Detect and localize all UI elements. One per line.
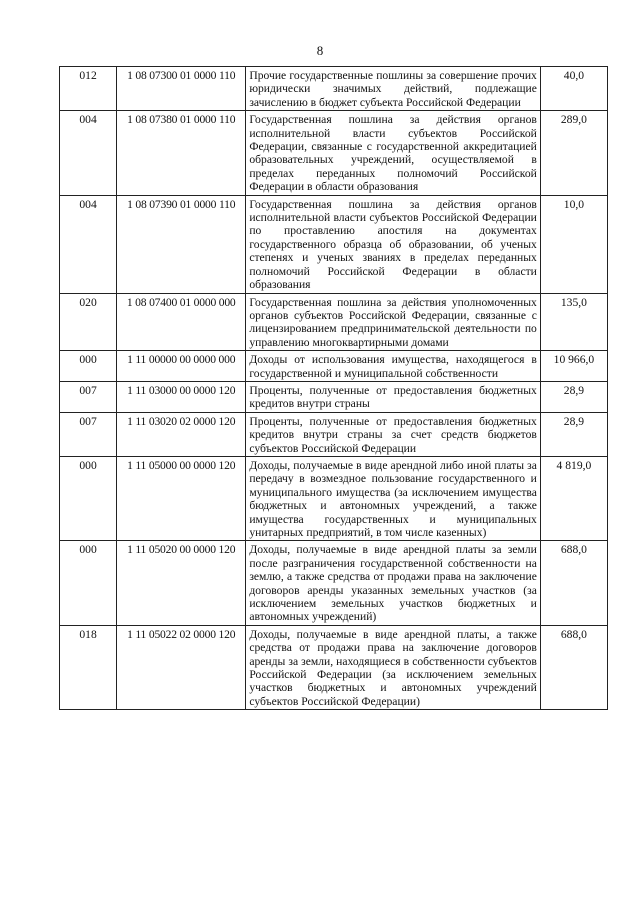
- admin-code-cell: 007: [60, 381, 117, 412]
- table-row: [60, 456, 608, 540]
- revenue-name-cell: Государственная пошлина за действия органов исполнительной власти субъектов Российской Федерации по проставлению апостиля на документах государственного образца об образовании, об ученых степенях и ученых званиях в пределах переданных полномочий Российской Федерации в области образования: [246, 195, 541, 293]
- table-row: [60, 412, 608, 456]
- table-row: [60, 625, 608, 709]
- amount-cell: 135,0: [540, 293, 607, 351]
- table-row: [60, 351, 608, 382]
- admin-code-cell: 000: [60, 541, 117, 625]
- classification-code-cell: 1 08 07300 01 0000 110: [117, 67, 246, 111]
- amount-cell: 289,0: [540, 111, 607, 195]
- classification-code-cell: 1 08 07400 01 0000 000: [117, 293, 246, 351]
- classification-code-cell: 1 08 07380 01 0000 110: [117, 111, 246, 195]
- revenue-name-cell: Доходы, получаемые в виде арендной либо иной платы за передачу в возмездное пользование государственного и муниципального имущества (за исключением имущества бюджетных и автономных учреждений, а также имущества государственных и муниципальных унитарных предприятий, в том числе казенных): [246, 456, 541, 540]
- admin-code-cell: 018: [60, 625, 117, 709]
- page-number: 8: [316, 43, 324, 58]
- classification-code-cell: 1 08 07390 01 0000 110: [117, 195, 246, 293]
- amount-cell: 4 819,0: [540, 456, 607, 540]
- table-row: [60, 541, 608, 625]
- table-row: [60, 111, 608, 195]
- classification-code-cell: 1 11 03020 02 0000 120: [117, 412, 246, 456]
- amount-cell: 10,0: [540, 195, 607, 293]
- admin-code-cell: 007: [60, 412, 117, 456]
- amount-cell: 688,0: [540, 625, 607, 709]
- budget-revenue-table: [59, 66, 608, 710]
- classification-code-cell: 1 11 00000 00 0000 000: [117, 351, 246, 382]
- classification-code-cell: 1 11 05022 02 0000 120: [117, 625, 246, 709]
- admin-code-cell: 020: [60, 293, 117, 351]
- classification-code-cell: 1 11 05020 00 0000 120: [117, 541, 246, 625]
- revenue-name-cell: Доходы от использования имущества, находящегося в государственной и муниципальной собственности: [246, 351, 541, 382]
- amount-cell: 28,9: [540, 381, 607, 412]
- admin-code-cell: 004: [60, 195, 117, 293]
- revenue-name-cell: Доходы, получаемые в виде арендной платы, а также средства от продажи права на заключение договоров аренды за земли, находящиеся в собственности субъектов Российской Федерации (за исключением земельных участков бюджетных и автономных учреждений субъектов Российской Федерации): [246, 625, 541, 709]
- revenue-name-cell: Доходы, получаемые в виде арендной платы за земли после разграничения государственной собственности на землю, а также средства от продажи права на заключение договоров аренды указанных земельных участков (за исключением земельных участков бюджетных и автономных учреждений): [246, 541, 541, 625]
- revenue-name-cell: Проценты, полученные от предоставления бюджетных кредитов внутри страны: [246, 381, 541, 412]
- admin-code-cell: 000: [60, 351, 117, 382]
- revenue-name-cell: Государственная пошлина за действия органов исполнительной власти субъектов Российской Федерации, связанные с государственной аккредитацией образовательных учреждений, осуществляемой в пределах переданных полномочий Российской Федерации в области образования: [246, 111, 541, 195]
- admin-code-cell: 004: [60, 111, 117, 195]
- revenue-name-cell: Проценты, полученные от предоставления бюджетных кредитов внутри страны за счет средств бюджетов субъектов Российской Федерации: [246, 412, 541, 456]
- amount-cell: 40,0: [540, 67, 607, 111]
- amount-cell: 688,0: [540, 541, 607, 625]
- amount-cell: 28,9: [540, 412, 607, 456]
- table-row: [60, 195, 608, 293]
- table-row: [60, 293, 608, 351]
- admin-code-cell: 012: [60, 67, 117, 111]
- classification-code-cell: 1 11 03000 00 0000 120: [117, 381, 246, 412]
- table-row: [60, 67, 608, 111]
- revenue-name-cell: Государственная пошлина за действия уполномоченных органов субъектов Российской Федерации, связанные с лицензированием предпринимательской деятельности по управлению многоквартирными домами: [246, 293, 541, 351]
- classification-code-cell: 1 11 05000 00 0000 120: [117, 456, 246, 540]
- admin-code-cell: 000: [60, 456, 117, 540]
- table-row: [60, 381, 608, 412]
- amount-cell: 10 966,0: [540, 351, 607, 382]
- revenue-name-cell: Прочие государственные пошлины за совершение прочих юридически значимых действий, подлежащие зачислению в бюджет субъекта Российской Федерации: [246, 67, 541, 111]
